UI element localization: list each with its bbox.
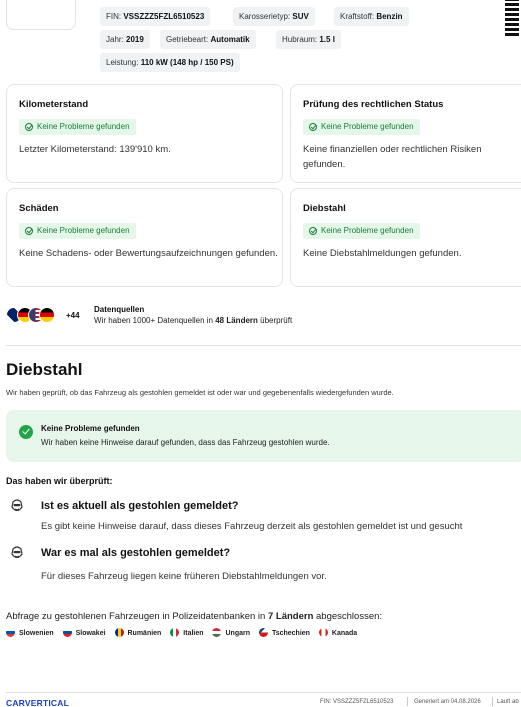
footer-generated-date: Generiert am 04.08.2026: [414, 699, 481, 705]
check-circle-icon: [309, 123, 317, 131]
card-theft: [290, 188, 521, 287]
country-flags: [6, 307, 60, 323]
germany-flag-icon: [39, 307, 55, 323]
section-divider: [6, 345, 521, 346]
question-title: Ist es aktuell als gestohlen gemeldet?: [41, 500, 239, 512]
czechia-flag-icon: [259, 628, 268, 637]
check-circle-icon: [25, 123, 33, 131]
romania-flag-icon: [115, 628, 124, 637]
thief-mask-icon: [10, 545, 24, 561]
chip-fuel: Kraftstoff: Benzin: [334, 7, 409, 26]
card-text: Keine Schadens- oder Bewertungsaufzeichnungen gefunden.: [19, 248, 278, 259]
slovenia-flag-icon: [6, 628, 15, 637]
card-legal-status: [290, 84, 521, 183]
card-text: Letzter Kilometerstand: 139'910 km.: [19, 144, 171, 155]
datasources-title: Datenquellen: [94, 305, 145, 314]
datasources-text: Wir haben 1000+ Datenquellen in 48 Ländern überprüft: [94, 316, 293, 325]
question-text: Es gibt keine Hinweise darauf, dass dieses Fahrzeug derzeit als gestohlen gemeldet ist und gesucht: [41, 521, 463, 532]
footer-separator: [407, 697, 408, 706]
section-title: Diebstahl: [6, 360, 83, 379]
italy-flag-icon: [170, 628, 179, 637]
country-slovakia: Slowakei: [63, 628, 106, 637]
hungary-flag-icon: [212, 628, 221, 637]
result-alert: [6, 410, 521, 462]
country-list: [6, 628, 364, 640]
card-title: Prüfung des rechtlichen Status: [303, 99, 444, 110]
thief-mask-icon: [10, 498, 24, 514]
country-italy: Italien: [170, 628, 203, 637]
country-slovenia: Slowenien: [6, 628, 54, 637]
card-title: Diebstahl: [303, 203, 346, 214]
extra-countries-count: +44: [66, 311, 80, 320]
vehicle-image-frame: [6, 0, 76, 30]
chip-displacement: Hubraum: 1.5 l: [276, 30, 341, 49]
country-hungary: Ungarn: [212, 628, 250, 637]
chip-power: Leistung: 110 kW (148 hp / 150 PS): [100, 53, 240, 72]
country-canada: Kanada: [319, 628, 357, 637]
footer-divider: [6, 692, 521, 693]
ok-badge: Keine Probleme gefunden: [19, 119, 136, 135]
alert-text: Wir haben keine Hinweise darauf gefunden, dass das Fahrzeug gestohlen wurde.: [41, 438, 330, 447]
qr-code: [505, 0, 519, 36]
card-title: Schäden: [19, 203, 59, 214]
section-intro: Wir haben geprüft, ob das Fahrzeug als gestohlen gemeldet ist oder war und gegebenenfalls wiedergefunden wurde.: [6, 388, 394, 397]
card-text: Keine Diebstahlmeldungen gefunden.: [303, 248, 462, 259]
police-databases-text: Abfrage zu gestohlenen Fahrzeugen in Polizeidatenbanken in 7 Ländern abgeschlossen:: [6, 611, 383, 622]
brand-logo: CARVERTICAL: [6, 698, 69, 707]
chip-body-type: Karosserietyp: SUV: [233, 7, 315, 26]
check-circle-icon: [25, 227, 33, 235]
card-damages: [6, 188, 283, 287]
question-title: War es mal als gestohlen gemeldet?: [41, 547, 231, 559]
card-title: Kilometerstand: [19, 99, 89, 110]
chip-transmission: Getriebeart: Automatik: [160, 30, 256, 49]
country-czechia: Tschechien: [259, 628, 310, 637]
footer-separator: [492, 697, 493, 706]
checked-heading: Das haben wir überprüft:: [6, 476, 113, 486]
ok-badge: Keine Probleme gefunden: [19, 223, 136, 239]
alert-title: Keine Probleme gefunden: [41, 424, 140, 433]
check-circle-icon: [19, 425, 33, 439]
check-circle-icon: [309, 227, 317, 235]
card-text: Keine finanziellen oder rechtlichen Risiken gefunden.: [303, 144, 482, 170]
footer-expiry: Läuft ab: [497, 699, 519, 705]
chip-vin: FIN: VSSZZZ5FZL6510523: [100, 7, 210, 26]
card-mileage: [6, 84, 283, 183]
footer-vin: FIN: VSSZZZ5FZL6510523: [320, 699, 394, 705]
chip-year: Jahr: 2019: [100, 30, 150, 49]
canada-flag-icon: [319, 628, 328, 637]
question-text: Für dieses Fahrzeug liegen keine früheren Diebstahlmeldungen vor.: [41, 571, 327, 582]
country-romania: Rumänien: [115, 628, 162, 637]
ok-badge: Keine Probleme gefunden: [303, 223, 420, 239]
ok-badge: Keine Probleme gefunden: [303, 119, 420, 135]
slovakia-flag-icon: [63, 628, 72, 637]
